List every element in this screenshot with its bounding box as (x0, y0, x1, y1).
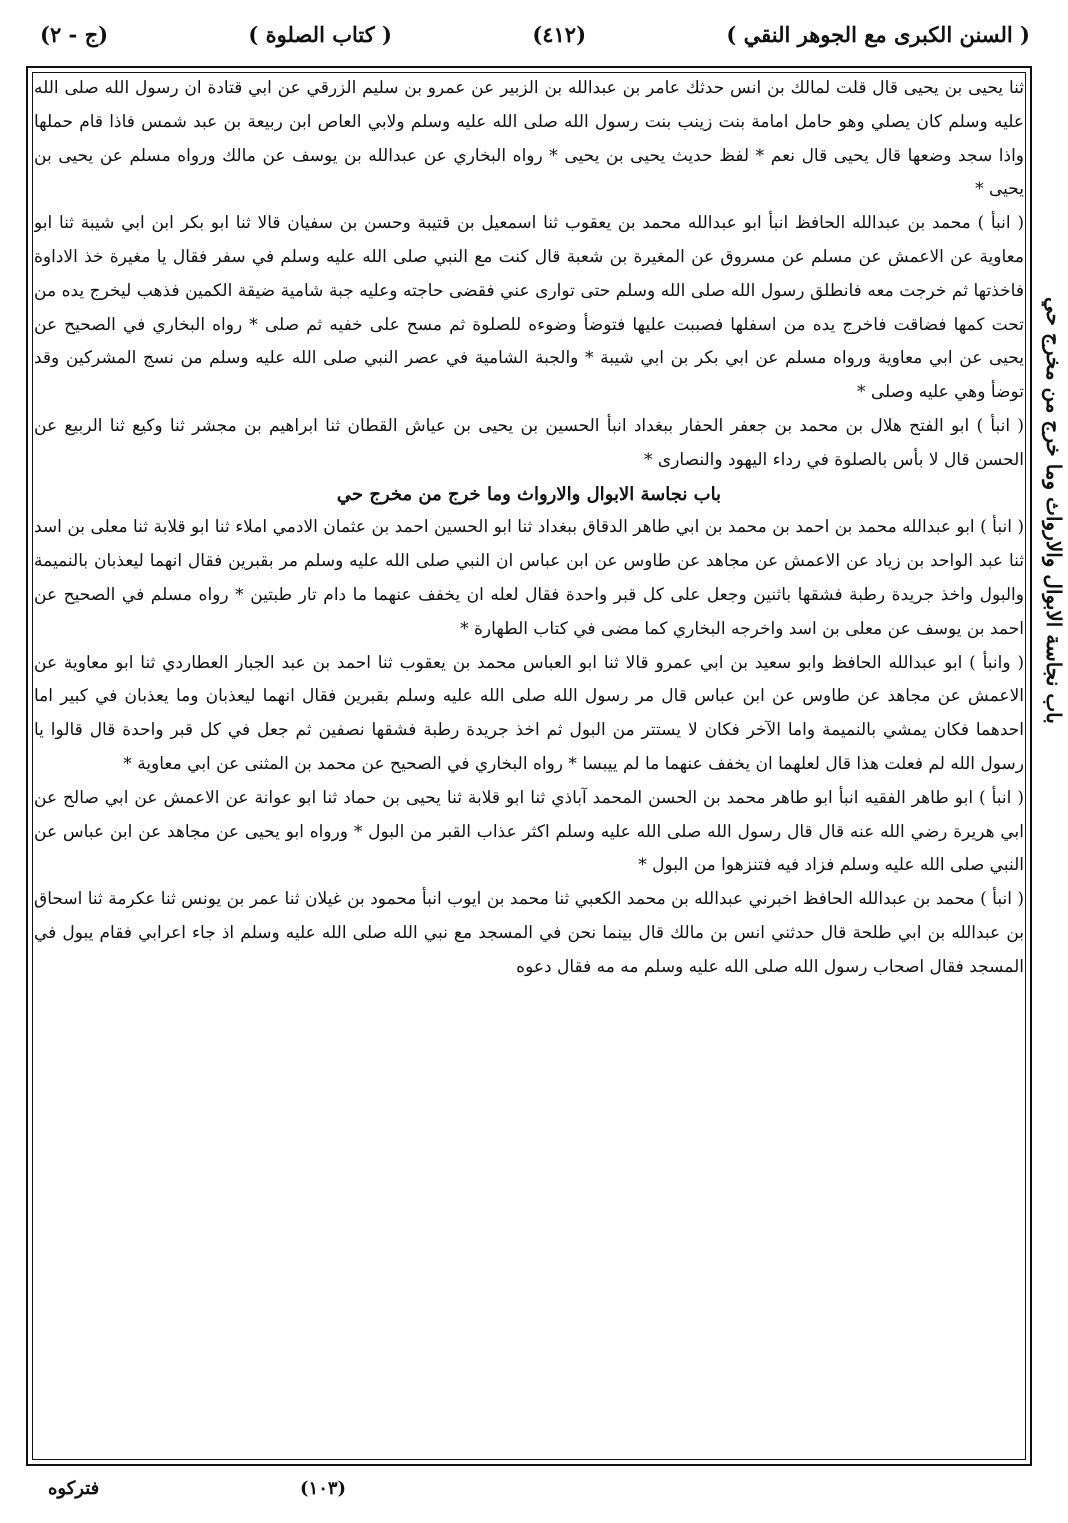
section-title: ( كتاب الصلوة ) (248, 21, 392, 47)
paragraph: ( انبأ ) محمد بن عبدالله الحافظ اخبرني عبدالله بن محمد الكعبي ثنا محمد بن ايوب انبأ محمود بن غيلان ثنا عمر بن يونس ثنا عكرمة ثنا اسحاق بن عبدالله بن ابي طلحة قال حدثني انس بن مالك قال بينما نحن في المسجد مع نبي الله صلى الله عليه وسلم اذ جاء اعرابي فقام يبول في المسجد فقال اصحاب رسول الله صلى الله عليه وسلم مه مه فقال دعوه (34, 889, 1024, 977)
page-header (40, 14, 1030, 54)
paragraph: ( وانبأ ) ابو عبدالله الحافظ وابو سعيد بن ابي عمرو قالا ثنا ابو العباس محمد بن يعقوب ثنا احمد بن عبد الجبار العطاردي ثنا ابو معاوية عن الاعمش عن مجاهد عن طاوس عن ابن عباس قال مر رسول الله صلى الله عليه وسلم بقبرين فقال انهما ليعذبان وما يعذبان في كبير اما احدهما فكان يمشي بالنميمة واما الآخر فكان لا يستتر من البول ثم اخذ جريدة رطبة فشقها نصفين ثم جعل في كل قبر واحدة قال قالوا يا رسول الله لم فعلت هذا قال لعلهما ان يخفف عنهما ما لم ييبسا * رواه البخاري في الصحيح عن محمد بن المثنى عن ابي معاوية * (34, 652, 1024, 774)
book-title: ( السنن الكبرى مع الجوهر النقي ) (726, 21, 1030, 47)
paragraph: ( انبأ ) ابو عبدالله محمد بن احمد بن محمد بن ابي طاهر الدقاق ببغداد ثنا ابو الحسين احمد بن عثمان الادمي املاء ثنا ابو قلابة ثنا معلى بن اسد ثنا عبد الواحد بن زياد عن الاعمش عن مجاهد عن طاوس عن ابن عباس ان النبي صلى الله عليه وسلم مر بقبرين فقال انهما ليعذبان بالنميمة والبول واخذ جريدة رطبة فشقها باثنين وجعل على كل قبر واحدة فقال لعله ان يخفف عنهما ما دام تار طبتين * رواه مسلم في الصحيح عن احمد بن يوسف عن معلى بن اسد واخرجه البخاري كما مضى في كتاب الطهارة * (34, 517, 1024, 639)
paragraph: ( انبأ ) محمد بن عبدالله الحافظ انبأ ابو عبدالله محمد بن يعقوب ثنا اسمعيل بن قتيبة وحسن بن سفيان قالا ثنا ابو بكر ابن ابي شيبة ثنا ابو معاوية عن الاعمش عن مسلم عن مسروق عن المغيرة بن شعبة قال كنت مع النبي صلى الله عليه وسلم في سفر فقال يا مغيرة خذ الاداوة فاخذتها ثم خرجت معه فانطلق رسول الله صلى الله وسلم حتى توارى عني فقضى حاجته وعليه جبة شامية ضيقة الكمين فذهب ليخرج يده من تحت كمها فضاقت فاخرج يده من اسفلها فصببت عليها فتوضأ وضوءه للصلوة ثم مسح على خفيه ثم صلى * رواه البخاري في الصحيح عن يحيى عن ابي معاوية ورواه مسلم عن ابي بكر بن ابي شيبة * والجبة الشامية في عصر النبي صلى الله عليه وسلم من نسج المشركين وقد توضأ وهي عليه وصلى * (34, 213, 1024, 403)
chapter-heading: باب نجاسة الابوال والارواث وما خرج من مخرج حي (336, 483, 722, 505)
footer-page-number: (١٠٣) (300, 1478, 347, 1499)
main-text (34, 72, 1024, 1462)
margin-chapter-title: باب نجاسة الابوال والارواث وما خرج من مخرج حي (1042, 296, 1066, 724)
header-page-number: (٤١٢) (532, 21, 587, 47)
paragraph: ( انبأ ) ابو طاهر الفقيه انبأ ابو طاهر محمد بن الحسن المحمد آباذي ثنا ابو قلابة ثنا يحيى بن حماد ثنا ابو عوانة عن الاعمش عن ابي صالح عن ابي هريرة رضي الله عنه قال قال رسول الله صلى الله عليه وسلم اكثر عذاب القبر من البول * ورواه ابو يحيى عن مجاهد عن ابن عباس عن النبي صلى الله عليه وسلم فزاد فيه فتنزهوا من البول * (34, 787, 1024, 876)
catchword: فتركوه (48, 1478, 100, 1499)
paragraph: ( انبأ ) ابو الفتح هلال بن محمد بن جعفر الحفار ببغداد انبأ الحسين بن يحيى بن عياش القطان ثنا ابراهيم بن مجشر ثنا وكيع ثنا الربيع عن الحسن قال لا بأس بالصلوة في رداء اليهود والنصارى * (34, 415, 1024, 470)
volume-label: (ج - ٢) (40, 21, 109, 47)
paragraph: ثنا يحيى بن يحيى قال قلت لمالك بن انس حدثك عامر بن عبدالله بن الزبير عن عمرو بن سليم الزرقي عن ابي قتادة ان رسول الله صلى الله عليه وسلم كان يصلي وهو حامل امامة بنت زينب بنت رسول الله صلى الله عليه وسلم ولابي العاص ابن ربيعة بن عبد شمس فاذا قام حملها واذا سجد وضعها قال يحيى قال نعم * لفظ حديث يحيى بن يحيى * رواه البخاري عن عبدالله بن يوسف عن مالك ورواه مسلم عن يحيى بن يحيى * (34, 78, 1024, 200)
